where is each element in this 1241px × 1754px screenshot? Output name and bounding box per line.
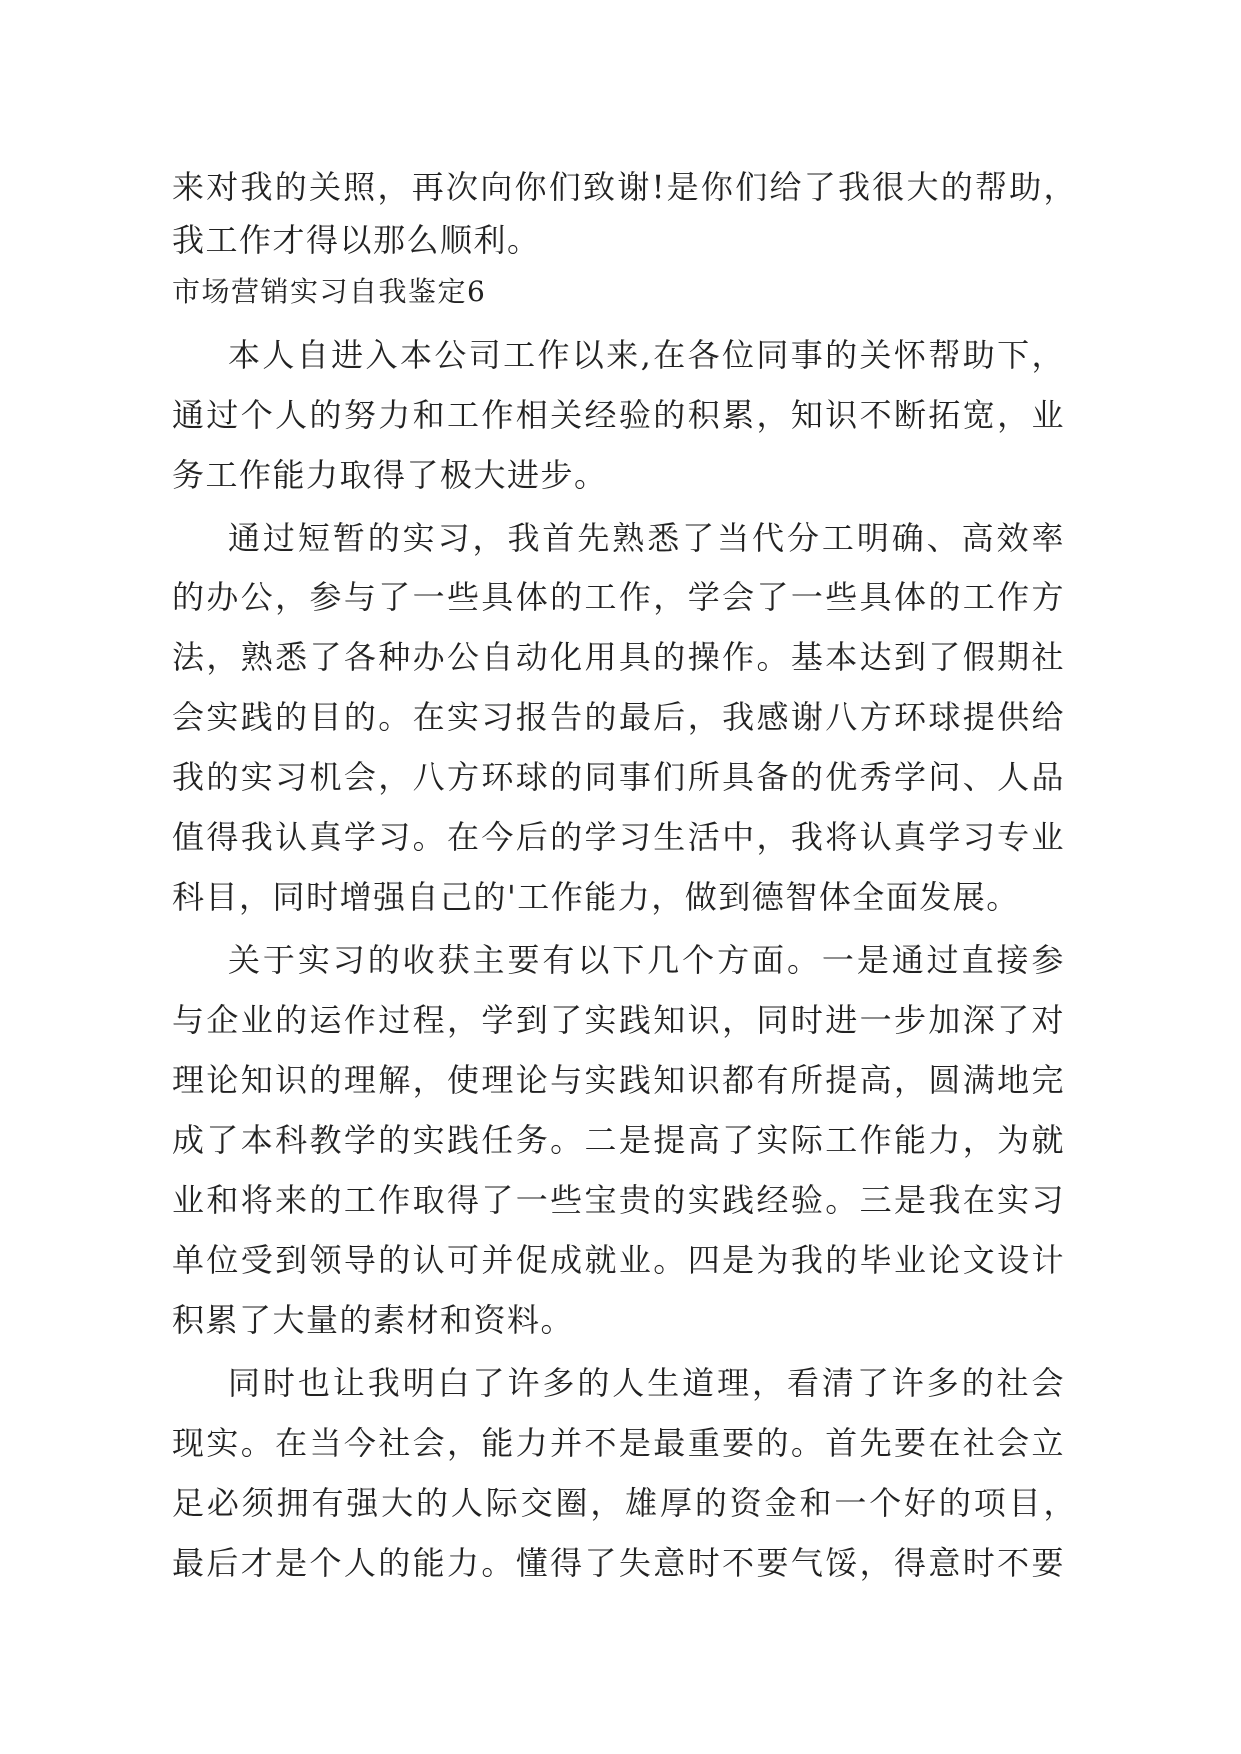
text-line: 本人自进入本公司工作以来,在各位同事的关怀帮助下， [228, 336, 1065, 374]
text-line: 法，熟悉了各种办公自动化用具的操作。基本达到了假期社 [172, 638, 1065, 676]
text-line: 积累了大量的素材和资料。 [172, 1301, 575, 1339]
text-line: 最后才是个人的能力。懂得了失意时不要气馁，得意时不要 [172, 1544, 1065, 1582]
text-line: 的办公，参与了一些具体的工作，学会了一些具体的工作方 [172, 578, 1065, 616]
text-line: 通过个人的努力和工作相关经验的积累，知识不断拓宽，业 [172, 396, 1065, 434]
text-line: 关于实习的收获主要有以下几个方面。一是通过直接参 [228, 941, 1065, 979]
text-line: 我工作才得以那么顺利。 [172, 221, 541, 259]
text-line: 通过短暂的实习，我首先熟悉了当代分工明确、高效率 [228, 519, 1065, 557]
section-heading: 市场营销实习自我鉴定6 [172, 275, 487, 308]
text-line: 务工作能力取得了极大进步。 [172, 456, 608, 494]
text-line: 理论知识的理解，使理论与实践知识都有所提高，圆满地完 [172, 1061, 1065, 1099]
text-line: 业和将来的工作取得了一些宝贵的实践经验。三是我在实习 [172, 1181, 1065, 1219]
text-line: 科目，同时增强自己的'工作能力，做到德智体全面发展。 [172, 878, 1020, 916]
text-line: 足必须拥有强大的人际交圈，雄厚的资金和一个好的项目， [172, 1484, 1077, 1522]
text-line: 会实践的目的。在实习报告的最后，我感谢八方环球提供给 [172, 698, 1065, 736]
text-line: 来对我的关照，再次向你们致谢!是你们给了我很大的帮助， [172, 168, 1077, 206]
text-line: 与企业的运作过程，学到了实践知识，同时进一步加深了对 [172, 1001, 1065, 1039]
text-line: 值得我认真学习。在今后的学习生活中，我将认真学习专业 [172, 818, 1065, 856]
text-line: 同时也让我明白了许多的人生道理，看清了许多的社会 [228, 1364, 1065, 1402]
text-line: 我的实习机会，八方环球的同事们所具备的优秀学问、人品 [172, 758, 1065, 796]
text-line: 成了本科教学的实践任务。二是提高了实际工作能力，为就 [172, 1121, 1065, 1159]
text-line: 单位受到领导的认可并促成就业。四是为我的毕业论文设计 [172, 1241, 1065, 1279]
text-line: 现实。在当今社会，能力并不是最重要的。首先要在社会立 [172, 1424, 1065, 1462]
